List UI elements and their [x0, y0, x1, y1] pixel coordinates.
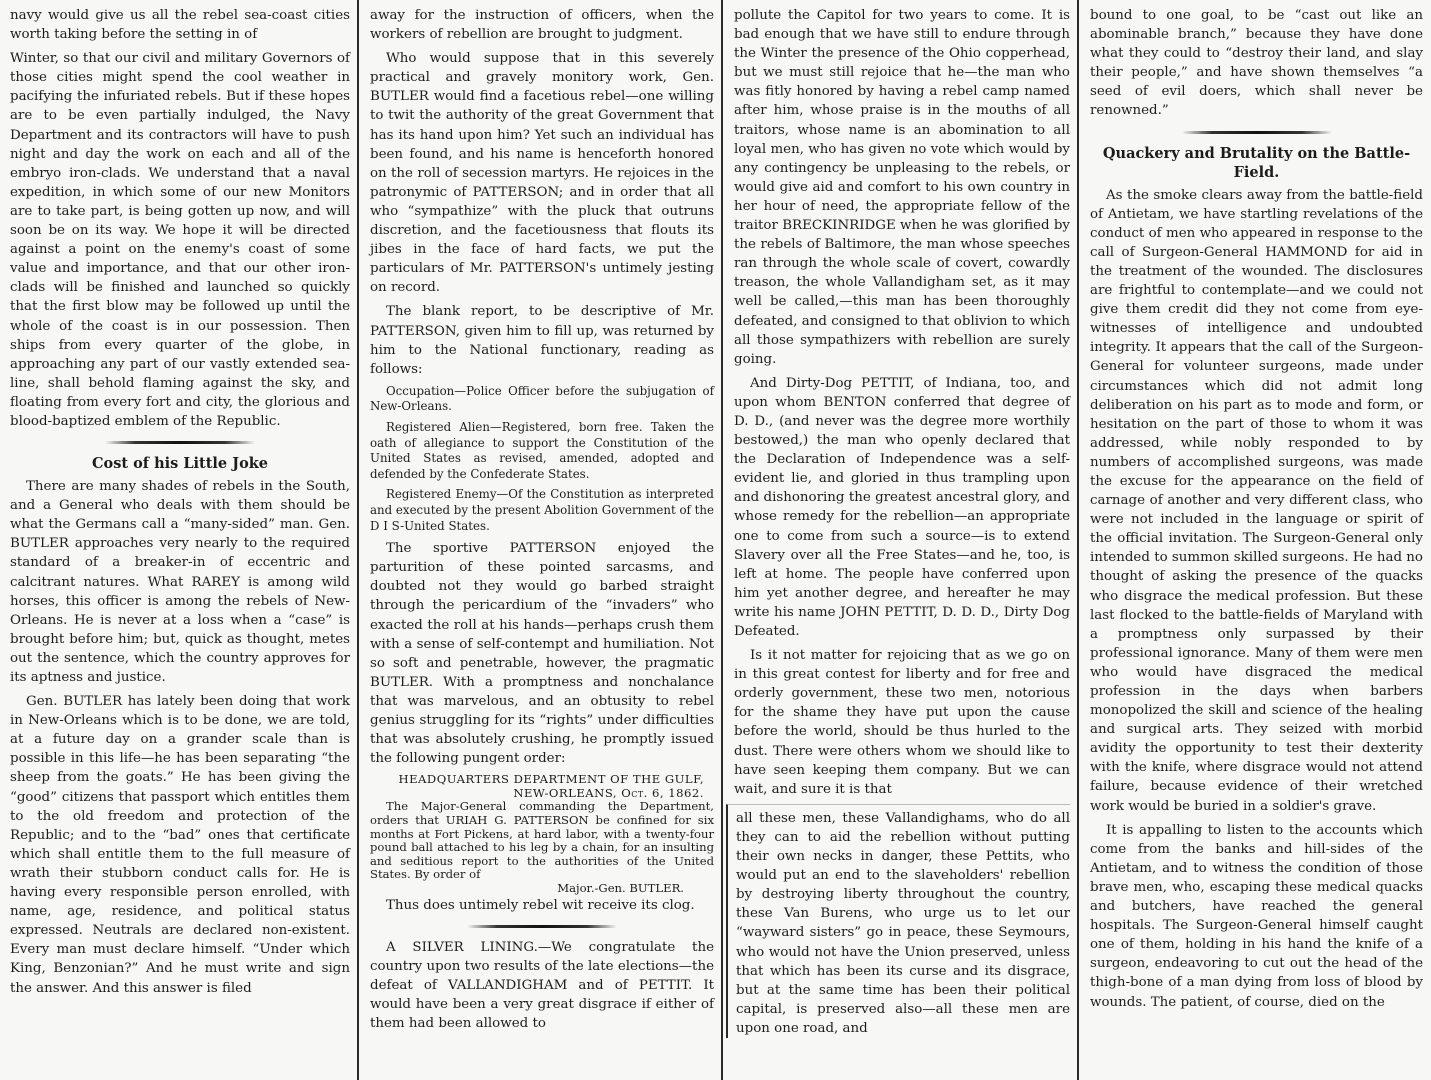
- paragraph: away for the instruction of officers, when the workers of rebellion are brought to judgment.: [370, 8, 714, 43]
- order-body: The Major-General commanding the Department, orders that URIAH G. PATTERSON be confined for six months at Fort Pickens, at hard labor, with a twenty-four pound ball attached to his leg by a chain, for an insulting and seditious report to the authorities of the United States. By order of: [370, 799, 714, 882]
- column-4: [1080, 0, 1431, 1080]
- paragraph: It is appalling to listen to the accounts which come from the banks and hill-sides of the Antietam, and to witness the condition of those brave men, who, escaping these medical quacks and butchers, have reached the general hospitals. The Surgeon-General himself caught one of them, holding in his hand the knife of a surgeon, endeavoring to cut out the head of the thigh-bone of a man dying from loss of blood by wounds. The patient, of course, died on the: [1090, 822, 1423, 1010]
- order-signature: Major.-Gen. BUTLER.: [557, 881, 684, 895]
- paragraph: navy would give us all the rebel sea-coast cities worth taking before the setting in of: [10, 8, 350, 43]
- column-2: [360, 0, 722, 1080]
- paragraph: bound to one goal, to be “cast out like an abominable branch,” because they have done what they could to “destroy their land, and slay their people,” and have shown themselves “a seed of evil doers, which shall never be renowned.”: [1090, 8, 1423, 119]
- paragraph: Who would suppose that in this severely practical and gravely monitory work, Gen. BUTLER would find a facetious rebel—one willing to twit the authority of the great Government that has its hand upon him? Yet such an individual has been found, and his name is henceforth honored on the roll of secession martyrs. He rejoices in the patronymic of PATTERSON; and in order that all who “sympathize” with the pluck that outruns discretion, and the facetiousness that flouts its jibes in the face of hard facts, we put the particulars of Mr. PATTERSON's untimely jesting on record.: [370, 51, 714, 296]
- column-3: [724, 0, 1078, 1080]
- ornamental-divider: [1182, 131, 1332, 134]
- order-dateline: NEW-ORLEANS, Oct. 6, 1862.: [513, 785, 704, 800]
- report-entry: Occupation—Police Officer before the subjugation of New-Orleans.: [370, 383, 714, 414]
- article-headline: Cost of his Little Joke: [91, 455, 269, 473]
- paragraph: pollute the Capitol for two years to come. It is bad enough that we have still to endure through the Winter the presence of the Ohio copperhead, but we must still rejoice that he—the man who was fitly honored by having a rebel camp named after him, whose praise is in the mouths of all traitors, whose name is an abomination to all loyal men, who has given no vote which would by any contingency be unpleasing to the rebels, or would give aid and comfort to his own country in her hour of need, the appropriate fellow of the traitor BRECKINRIDGE when he was glorified by the rebels of Baltimore, the man whose speeches ran through the whole scale of covert, cowardly treason, the whole Vallandigham set, as it may well be called,—this man has been thoroughly defeated, and consigned to that oblivion to which all those sympathizers with rebellion are surely going.: [734, 8, 1070, 367]
- report-entry: Registered Enemy—Of the Constitution as interpreted and executed by the present Abolition Government of the D I S-United States.: [370, 487, 714, 533]
- paragraph: Winter, so that our civil and military Governors of those cities might spend the cool weather in pacifying the infuriated rebels. But if these hopes are to be even partially indulged, the Navy Department and its contractors will have to push night and day the work on each and all of the embryo iron-clads. We understand that a naval expedition, in which some of our new Monitors are to take part, is being gotten up now, and will soon be on its way. We hope it will be directed against a point on the enemy's coast of some value and importance, and that our other iron-clads will be finished and launched so quickly that the first blow may be followed up until the whole of the coast is in our possession. Then ships from every quarter of the globe, in approaching any part of our vastly extended sea-line, shall behold flaming against the sky, and floating from every fort and city, the glorious and blood-baptized emblem of the Republic.: [10, 51, 350, 429]
- paragraph: Thus does untimely rebel wit receive its clog.: [386, 897, 695, 913]
- paragraph: Is it not matter for rejoicing that as we go on in this great contest for liberty and for free and orderly government, these two men, notorious for the shame they have put upon the cause before the world, should be thus hurled to the dust. There were others whom we should like to have seen keeping them company. But we can wait, and sure it is that: [734, 648, 1070, 797]
- ornamental-divider: [105, 441, 255, 444]
- paragraph: The blank report, to be descriptive of Mr. PATTERSON, given him to fill up, was returned by him to the National functionary, reading as follows:: [370, 304, 714, 377]
- military-order: [370, 773, 714, 895]
- ornamental-divider: [467, 925, 617, 928]
- article-headline: Quackery and Brutality on the Battle-Field.: [1102, 144, 1411, 181]
- paragraph: A SILVER LINING.—We congratulate the country upon two results of the late elections—the defeat of VALLANDIGHAM and of PETTIT. It would have been a very great disgrace if either of them had been allowed to: [370, 939, 714, 1032]
- column-1: [0, 0, 358, 1080]
- paragraph: all these men, these Vallandighams, who do all they can to aid the rebellion without putting their own necks in danger, these Pettits, who would put an end to the slaveholders' rebellion by destroying liberty throughout the country, these Van Burens, who urge us to let our “wayward sisters” go in peace, these Seymours, who would not have the Union preserved, unless that which has been its curse and its disgrace, but at the same time has been their political capital, is preserved also—all these men are upon one road, and: [726, 804, 1070, 1038]
- paragraph: And Dirty-Dog PETTIT, of Indiana, too, and upon whom BENTON conferred that degree of D. D., (and never was the degree more worthily bestowed,) the man who openly declared that the Declaration of Independence was a self-evident lie, and gloried in thus trampling upon and dishonoring the greatest ancestral glory, and whose remedy for the rebellion—an appropriate one to come from such a source—is to extend Slavery over all the Free States—and he, too, is left at home. The people have conferred upon him yet another degree, and hereafter he may write his name JOHN PETTIT, D. D. D., Dirty Dog Defeated.: [734, 375, 1070, 639]
- report-entry: Registered Alien—Registered, born free. Taken the oath of allegiance to support the Constitution of the United States as revised, amended, adopted and defended by the Confederate States.: [370, 419, 714, 481]
- paragraph: Gen. BUTLER has lately been doing that work in New-Orleans which is to be done, we are told, at a future day on a grander scale than is possible in this life—he has been separating “the sheep from the goats.” He has been giving the “good” citizens that passport which entitles them to the old freedom and protection of the Republic; and to the “bad” ones that certificate which shall entitle them to the full measure of wrath their stubborn conduct calls for. He is having every responsible person enrolled, with name, age, residence, and political status expressed. Neutrals are declared non-existent. Every man must declare himself. “Under which King, Benzonian?” And he must write and sign the answer. And this answer is filed: [10, 694, 350, 996]
- order-header: HEADQUARTERS DEPARTMENT OF THE GULF,: [398, 772, 704, 787]
- paragraph: The sportive PATTERSON enjoyed the parturition of these pointed sarcasms, and doubted not they would go barbed straight through the pericardium of the “invaders” who exacted the roll at his hands—perhaps crush them with a sense of self-contempt and humiliation. Not so soft and penetrable, however, the pragmatic BUTLER. With a promptness and nonchalance that was marvelous, and an obtusity to rebel genius struggling for its “rights” under difficulties that was absolutely crushing, he promptly issued the following pungent order:: [370, 541, 714, 767]
- paragraph: As the smoke clears away from the battle-field of Antietam, we have startling revelations of the conduct of men who appeared in response to the call of Surgeon-General HAMMOND for aid in the treatment of the wounded. The disclosures are frightful to contemplate—and we could not give them credit did they not come from eye-witnesses of intelligence and undoubted integrity. It appears that the call of the Surgeon-General for volunteer surgeons, made under circumstances which did not admit long deliberation on his part as to mode and form, or hesitation on the part of those to whom it was addressed, while nobly responded to by numbers of accomplished surgeons, was made the excuse for the appearance on the field of carnage of another and very different class, who were not included in the language or spirit of the official invitation. The Surgeon-General only intended to summon skilled surgeons. He had no thought of asking the presence of the quacks who disgrace the medical profession. But these last flocked to the battle-fields of Maryland with a promptness only surpassed by their professional ignorance. Many of them were men who would have disgraced the medical profession in the days when barbers monopolized the skill and science of the healing and surgical arts. They seized with morbid avidity the opportunity to test their dexterity with the knife, where disgrace would not attend failure, because evidence of their wretched work would be buried in a soldier's grave.: [1090, 187, 1423, 814]
- paragraph: There are many shades of rebels in the South, and a General who deals with them should be what the Germans call a “many-sided” man. Gen. BUTLER approaches very nearly to the required standard of a breaker-in of eccentric and calcitrant natures. What RAREY is among wild horses, this officer is among the rebels of New-Orleans. He is never at a loss when a “case” is brought before him; but, quick as thought, metes out the sentence, which the country approves for its aptness and justice.: [10, 479, 350, 685]
